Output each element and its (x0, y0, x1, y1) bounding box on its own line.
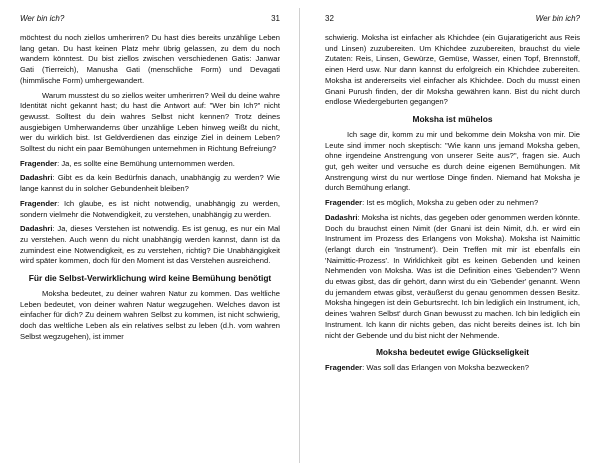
dialogue-text: : Was soll das Erlangen von Moksha bezwecken? (362, 363, 530, 373)
speaker-name: Dadashri (20, 173, 53, 183)
dialogue-text: : Ist es möglich, Moksha zu geben oder zu nehmen? (362, 198, 539, 208)
dialogue-paragraph (20, 199, 280, 220)
running-title: Wer bin ich? (20, 14, 65, 23)
dialogue-paragraph (325, 198, 580, 209)
running-title: Wer bin ich? (535, 14, 580, 23)
speaker-name: Dadashri (20, 224, 53, 234)
page-body (20, 33, 280, 343)
running-header (20, 14, 280, 24)
body-paragraph: schwierig. Moksha ist einfacher als Khichdee (ein Gujaratigericht aus Reis und Linsen) zuzubereiten. Um Khichdee zuzubereiten, brauchst du viele Zutaten: Reis, Linsen, Gewürze, Gemüse, Wasser, einen Topf, Brennstoff, einen Herd usw. Nur dann kannst du erfolgreich ein Khichdee zubereiten. Moksha ist andererseits viel einfacher als Khichdee. Doch du musst einen Gnani Purush finden, der dir Moksha gewähren kann. Bist du nicht durch endlose Wiedergeburten gegangen? (325, 33, 580, 107)
page-number: 31 (271, 14, 280, 23)
dialogue-text: : Ich glaube, es ist nicht notwendig, unabhängig zu werden, sondern vielmehr die Notwendigkeit, zu verstehen, unabhängig zu werden. (20, 198, 280, 219)
dialogue-text: : Moksha ist nichts, das gegeben oder genommen werden könnte. Doch du brauchst einen Nimit (der Gnani ist dein Nimit, d.h. er wird ein Instrument im Prozess des Erlangens von Moksha). Moksha ist Naimittic (erlangt durch ein 'Instrument'). Dein Treffen mit mir ist ebenfalls ein 'Naimittic-Prozess'. In Wirklichkeit gibt es keinen Gebenden und keinen Nehmenden von Moksha. Was ist die Definition eines 'Gebenden'? Wenn du etwas gibst, das dir gehört, dann wirst du ein 'Gebender' genannt. Wenn du jemandem etwas gibst, veräußerst du genau genommen dessen Besitz. Moksha hingegen ist dein Geburtsrecht. Ich bin lediglich ein Instrument, ich, deines 'wahren Selbst' durch Gnan bewusst zu machen. Ich bin lediglich ein Instrument. Ich kann dir nichts geben, das nicht bereits deines ist. Ich bin nicht der Gebende und du bist nicht der Nehmende. (325, 212, 580, 340)
section-heading: Für die Selbst-Verwirklichung wird keine Bemühung benötigt (28, 273, 272, 284)
running-header (325, 14, 580, 24)
section-heading: Moksha bedeutet ewige Glückseligkeit (375, 347, 530, 358)
dialogue-paragraph (20, 224, 280, 267)
dialogue-text: : Ja, es sollte eine Bemühung unternommen werden. (57, 158, 235, 168)
dialogue-text: : Ja, dieses Verstehen ist notwendig. Es ist genug, es nur ein Mal zu verstehen. Auch wenn du nicht unabhängig werden kannst, dann ist da zumindest eine Notwendigkeit, es zu verstehen, richtig? Die Unabhängigkeit wird später kommen, doch für den Moment ist das Verstehen ausreichend. (20, 224, 280, 266)
right-page (300, 0, 600, 463)
speaker-name: Fragender (20, 158, 58, 168)
page-body (325, 33, 580, 374)
page-number: 32 (325, 14, 334, 23)
body-paragraph: möchtest du noch ziellos umherirren? Du hast dies bereits unzählige Leben lang getan. Du hast keinen Platz mehr übrig gelassen, zu dem du noch wandern könntest. Du bist ziellos zwischen verschiedenen Gatis: Janwar Gati (Tierreich), Manusha Gati (menschliche Form) und Devagati (himmlische Form) umhergewandert. (20, 33, 280, 85)
speaker-name: Fragender (20, 198, 58, 208)
dialogue-paragraph (325, 213, 580, 341)
dialogue-text: : Gibt es da kein Bedürfnis danach, unabhängig zu werden? Wie lange kannst du in solcher Gebundenheit bleiben? (20, 173, 280, 194)
dialogue-paragraph (325, 363, 580, 374)
dialogue-paragraph (20, 159, 280, 170)
body-paragraph: Moksha bedeutet, zu deiner wahren Natur zu kommen. Das weltliche Leben bedeutet, von deiner wahren Natur wegzugehen. Welches davon ist einfacher für dich? Zu deinem wahren Selbst zu kommen, ist nicht schwierig, doch das weltliche Leben als ein relatives selbst zu leben (d.h. vom wahren Selbst wegzugehen), ist immer (20, 289, 280, 341)
speaker-name: Dadashri (325, 212, 358, 222)
speaker-name: Fragender (325, 198, 363, 208)
speaker-name: Fragender (325, 363, 363, 373)
body-paragraph: Ich sage dir, komm zu mir und bekomme dein Moksha von mir. Die Leute sind immer noch skeptisch: "Wie kann uns jemand Moksha geben, ohne irgendeine Anstrengung von unserer Seite aus?", fragen sie. Auch gut, geh weiter und versuche es durch deine eigenen Bemühungen. Mit Anstrengung wirst du nur wertlose Dinge finden. Niemand hat Moksha je durch Bemühung erlangt. (325, 129, 580, 193)
section-heading: Moksha ist mühelos (412, 113, 493, 124)
body-paragraph: Warum musstest du so ziellos weiter umherirren? Weil du deine wahre Identität nicht gekannt hast; du hast die Antwort auf: "Wer bin Ich?" nicht gewusst. Solltest du dein wahres Selbst nicht kennen? Trotz deines ausgiebigen Umherwanderns über unzählige Leben hinweg weißt du nicht, wer du wirklich bist. Ist Geldverdienen das einzige Ziel in deinem Leben? Solltest du nicht ein paar Bemühungen unternehmen in Richtung Befreiung? (20, 90, 280, 154)
dialogue-paragraph (20, 173, 280, 194)
